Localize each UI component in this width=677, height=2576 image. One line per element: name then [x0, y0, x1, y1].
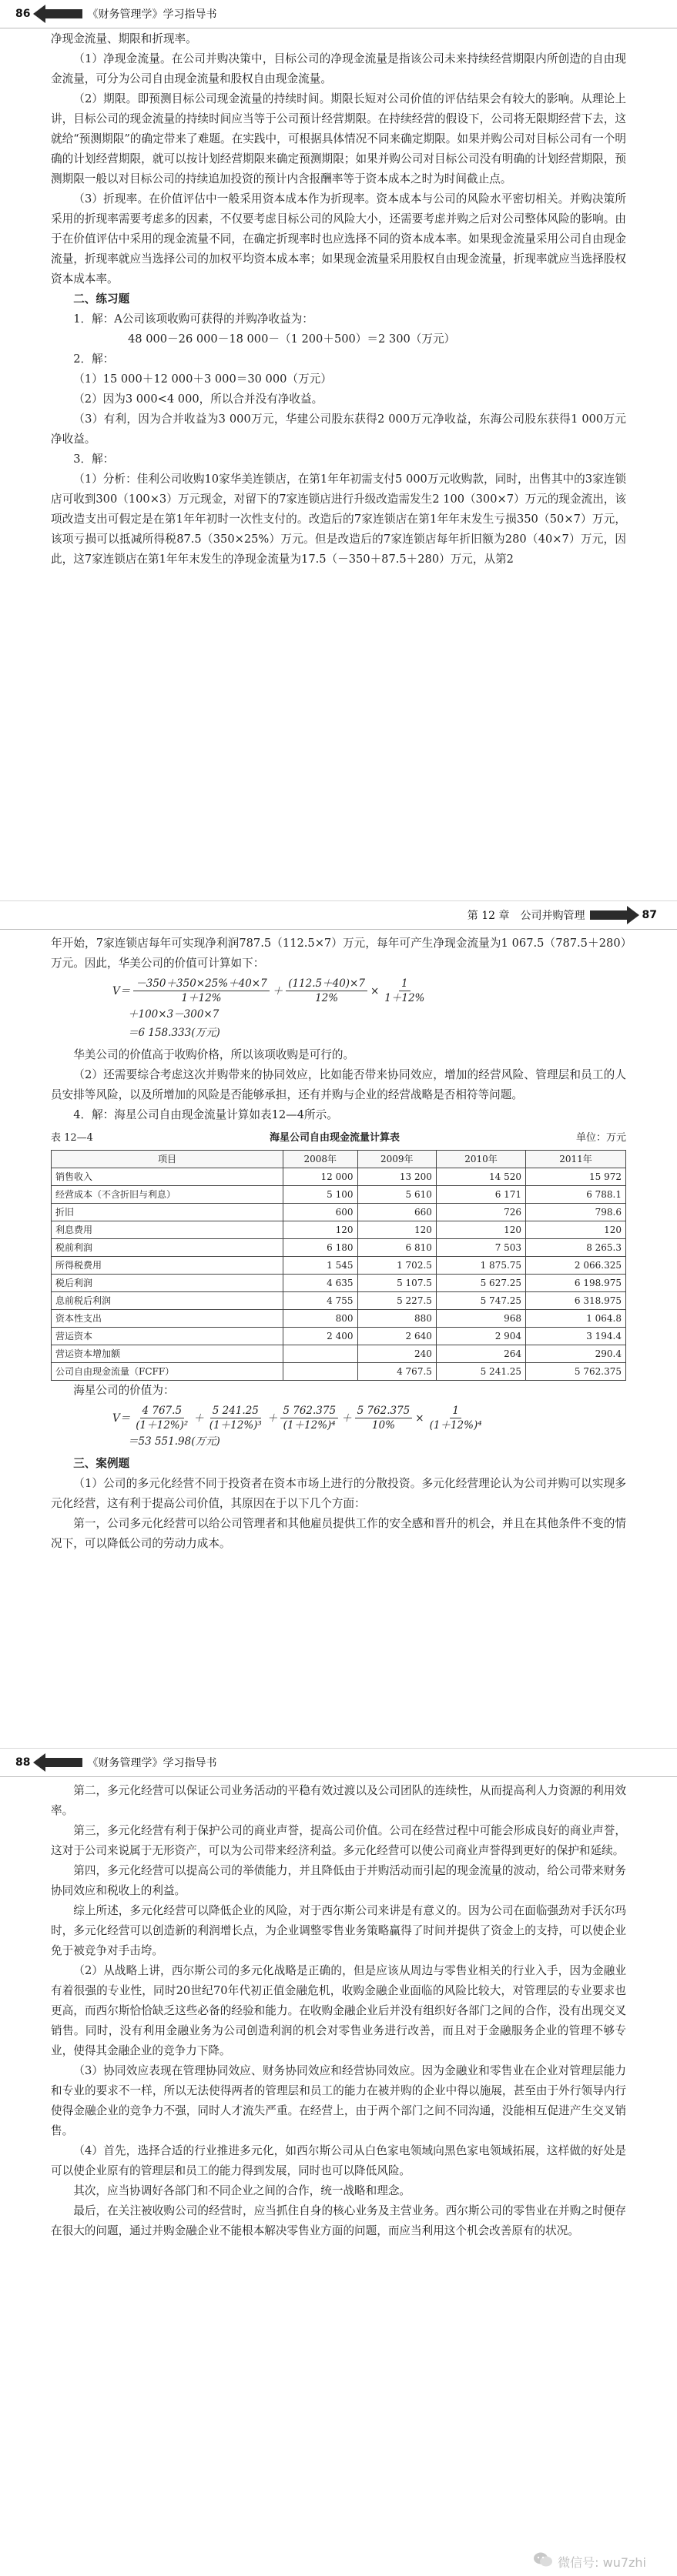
wechat-icon	[533, 2551, 553, 2571]
arrow-left-icon	[33, 5, 82, 23]
column-header: 2011年	[526, 1151, 626, 1168]
operator: ＋	[266, 1412, 278, 1425]
table-row	[52, 1257, 626, 1275]
table-cell: 1 702.5	[357, 1257, 436, 1275]
page-header-left	[15, 5, 216, 23]
formula-lhs: V＝	[112, 1412, 131, 1425]
paragraph: 第二，多元化经营可以保证公司业务活动的平稳有效过渡以及公司团队的连续性，从而提高利人力资源的利用效率。	[51, 1784, 626, 1817]
table-row	[52, 1186, 626, 1204]
row-label: 营运资本增加额	[52, 1345, 283, 1363]
row-label: 公司自由现金流量（FCFF）	[52, 1363, 283, 1381]
fraction	[280, 1404, 338, 1432]
table-cell: 5 627.25	[436, 1275, 525, 1292]
table-cell: 120	[436, 1221, 525, 1239]
table-row	[52, 1310, 626, 1328]
row-label: 所得税费用	[52, 1257, 283, 1275]
numerator: 1	[450, 1404, 461, 1418]
table-row	[52, 1239, 626, 1257]
table-cell: 600	[283, 1204, 358, 1221]
numerator: 5 241.25	[210, 1404, 261, 1418]
paragraph: （1）公司的多元化经营不同于投资者在资本市场上进行的分散投资。多元化经营理论认为公司并购可以实现多元化经营，这有利于提高公司价值，其原因在于以下几个方面：	[51, 1477, 626, 1510]
row-label: 资本性支出	[52, 1310, 283, 1328]
table-cell: 6 171	[436, 1186, 525, 1204]
paragraph: 华美公司的价值高于收购价格，所以该项收购是可行的。	[73, 1048, 355, 1061]
paragraph: （1）分析：佳利公司收购10家华美连锁店，在第1年年初需支付5 000万元收购款，同时，出售其中的3家连锁店可收到300（100×3）万元现金，对留下的7家连锁店进行升级改造需发生2 100（300×7）万元的现金流出，该项改造支出可假定是在第1年年初时一次性支付的。改造后的7家连锁店在第1年年末发生亏损350（50×7）万元，该项亏损可以抵减所得税87.5（350×25%）万元。但是改造后的7家连锁店每年折旧额为280（40×7）万元，因此，这7家连锁店在第1年年末发生的净现金流量为17.5（－350＋87.5＋280）万元，从第2	[51, 473, 626, 566]
table-cell: 8 265.3	[526, 1239, 626, 1257]
table-cell: 2 904	[436, 1328, 525, 1345]
formula-value-huamei	[112, 977, 626, 1042]
table-cell: 5 610	[357, 1186, 436, 1204]
row-label: 利息费用	[52, 1221, 283, 1239]
operator: ＋	[341, 1412, 352, 1425]
fraction	[382, 977, 427, 1005]
table-cell: 3 194.4	[526, 1328, 626, 1345]
fraction	[427, 1404, 484, 1432]
denominator: 10%	[371, 1419, 395, 1432]
formula-lhs: V＝	[112, 984, 131, 997]
table-cell: 120	[357, 1221, 436, 1239]
wechat-watermark	[533, 2551, 646, 2571]
denominator: (1＋12%)³	[209, 1419, 262, 1432]
header-rule	[0, 929, 677, 930]
table-number: 表 12—4	[51, 1132, 93, 1144]
row-label: 销售收入	[52, 1168, 283, 1186]
fraction	[133, 1404, 190, 1432]
table-cell: 880	[357, 1310, 436, 1328]
table-cell: 5 762.375	[526, 1363, 626, 1381]
paragraph: （3）折现率。在价值评估中一般采用资本成本作为折现率。资本成本与公司的风险水平密切相关。并购决策所采用的折现率需要考虑多的因素，不仅要考虑目标公司的风险大小，还需要考虑并购之后对公司整体风险的影响。由于在价值评估中采用的现金流量不同，在确定折现率时也应选择不同的资本成本率。如果现金流量采用公司自由现金流量，折现率就应当选择公司的加权平均资本成本率；如果现金流量采用股权自由现金流量，折现率就应当选择股权资本成本率。	[51, 192, 626, 286]
table-cell: 5 227.5	[357, 1292, 436, 1310]
paragraph: 其次，应当协调好各部门和不同企业之间的合作，统一战略和理念。	[73, 2184, 411, 2197]
numerator: 5 762.375	[355, 1404, 413, 1418]
page-88	[0, 1749, 677, 2576]
arrow-left-icon	[33, 1753, 82, 1772]
table-title: 海星公司自由现金流量计算表	[269, 1132, 400, 1144]
operator: ＋	[193, 1412, 204, 1425]
table-cell: 264	[436, 1345, 525, 1363]
page-header-left	[15, 1753, 216, 1772]
formula-result: ＝6 158.333(万元)	[128, 1027, 220, 1039]
operator: ＋	[272, 984, 283, 997]
formula-line: ＋100×3－300×7	[128, 1008, 220, 1021]
table-cell: 12 000	[283, 1168, 358, 1186]
operator: ×	[415, 1412, 424, 1425]
table-cell: 15 972	[526, 1168, 626, 1186]
numerator: －350＋350×25%＋40×7	[133, 977, 269, 991]
operator: ×	[370, 984, 380, 997]
paragraph: （2）因为3 000<4 000，所以合并没有净收益。	[73, 393, 323, 406]
table-cell	[283, 1345, 358, 1363]
paragraph: （2）期限。即预测目标公司现金流量的持续时间。期限长短对公司价值的评估结果会有较大的影响。从理论上讲，目标公司的现金流量的持续时间应当等于公司预计经营期限。在持续经营的假设下，公司将无限期经营下去，这就给“预测期限”的确定带来了难题。在实践中，可根据具体情况不同来确定期限。如果并购公司对目标公司有一个明确的计划经营期限，就可以按计划经营期限来确定预测期限；如果并购公司对目标公司没有明确的计划经营期限，预测期限一般以对目标公司的持续追加投资的预计内含报酬率等于资本成本之时为时间截止点。	[51, 92, 626, 185]
table-cell: 968	[436, 1310, 525, 1328]
paragraph: 第四，多元化经营可以提高公司的举债能力，并且降低由于并购活动而引起的现金流量的波动，给公司带来财务协同效应和税收上的利益。	[51, 1864, 626, 1897]
section-heading: 二、练习题	[73, 292, 130, 306]
table-cell: 726	[436, 1204, 525, 1221]
table-cell: 2 066.325	[526, 1257, 626, 1275]
header-rule	[0, 1776, 677, 1777]
page-header-right	[468, 906, 657, 924]
table-cell: 6 198.975	[526, 1275, 626, 1292]
table-cell: 4 755	[283, 1292, 358, 1310]
table-cell: 2 640	[357, 1328, 436, 1345]
column-header: 项目	[52, 1151, 283, 1168]
column-header: 2008年	[283, 1151, 358, 1168]
denominator: (1＋12%)²	[136, 1419, 189, 1432]
table-cell: 5 241.25	[436, 1363, 525, 1381]
fraction	[286, 977, 367, 1005]
table-cell: 1 064.8	[526, 1310, 626, 1328]
paragraph: 净现金流量、期限和折现率。	[51, 32, 197, 45]
table-cell: 290.4	[526, 1345, 626, 1363]
paragraph: （3）协同效应表现在管理协同效应、财务协同效应和经营协同效应。因为金融业和零售业在企业对管理层能力和专业的要求不一样，所以无法使得两者的管理层和员工的能力在被并购的企业中得以施展，甚至由于外行领导内行使得金融企业的竞争力不强，同时人才流失严重。在经营上，由于两个部门之间不同沟通，没能相互促进产生交叉销售。	[51, 2064, 626, 2137]
column-header: 2010年	[436, 1151, 525, 1168]
paragraph: 综上所述，多元化经营可以降低企业的风险，对于西尔斯公司来讲是有意义的。因为公司在面临强劲对手沃尔玛时，多元化经营可以创造新的利润增长点，为企业调整零售业务策略赢得了时间并提供了资金上的支持，可以使企业免于被竞争对手击垮。	[51, 1904, 626, 1957]
denominator: 1＋12%	[181, 992, 222, 1004]
paragraph: （2）还需要综合考虑这次并购带来的协同效应，比如能否带来协同效应，增加的经营风险、管理层和员工的人员安排等风险，以及所增加的风险是否能够承担，还有并购与企业的经营战略是否相符等问题。	[51, 1068, 626, 1101]
page-number: 87	[642, 909, 657, 921]
table-cell: 13 200	[357, 1168, 436, 1186]
arrow-right-icon	[590, 906, 639, 924]
denominator: 12%	[315, 992, 339, 1004]
numerator: 1	[399, 977, 411, 991]
equation: 48 000－26 000－18 000－（1 200＋500）＝2 300（万元）	[128, 332, 456, 346]
denominator: (1＋12%)⁴	[283, 1419, 336, 1432]
paragraph: （4）首先，选择合适的行业推进多元化，如西尔斯公司从白色家电领域向黑色家电领域拓展，这样做的好处是可以使企业原有的管理层和员工的能力得到发展，同时也可以降低风险。	[51, 2144, 626, 2177]
paragraph: 第三，多元化经营有利于保护公司的商业声誉，提高公司价值。公司在经营过程中可能会形成良好的商业声誉，这对于公司来说属于无形资产，可以为公司带来经济利益。多元化经营可以使公司商业声誉得到更好的保护和延续。	[51, 1824, 626, 1857]
denominator: (1＋12%)⁴	[429, 1419, 482, 1432]
table-row	[52, 1363, 626, 1381]
table-cell: 240	[357, 1345, 436, 1363]
paragraph: 海星公司的价值为：	[73, 1384, 175, 1397]
row-label: 经营成本（不含折旧与利息）	[52, 1186, 283, 1204]
table-cell: 800	[283, 1310, 358, 1328]
paragraph: 3．解：	[73, 453, 115, 466]
table-cell: 6 180	[283, 1239, 358, 1257]
page-body	[51, 29, 626, 570]
paragraph: 最后，在关注被收购公司的经营时，应当抓住自身的核心业务及主营业务。西尔斯公司的零售业在并购之时便存在很大的问题，通过并购金融企业不能根本解决零售业方面的问题，而应当利用这个机会改善原有的状况。	[51, 2204, 626, 2237]
table-row	[52, 1168, 626, 1186]
page-number: 88	[15, 1756, 31, 1769]
section-heading: 三、案例题	[73, 1457, 130, 1470]
table-cell: 6 788.1	[526, 1186, 626, 1204]
table-cell: 4 635	[283, 1275, 358, 1292]
table-cell: 14 520	[436, 1168, 525, 1186]
page-body	[51, 1781, 626, 2241]
table-row	[52, 1221, 626, 1239]
table-cell: 2 400	[283, 1328, 358, 1345]
table-cell: 5 100	[283, 1186, 358, 1204]
row-label: 营运资本	[52, 1328, 283, 1345]
table-unit: 单位：万元	[575, 1132, 626, 1144]
row-label: 折旧	[52, 1204, 283, 1221]
page-number: 86	[15, 8, 31, 20]
table-row	[52, 1292, 626, 1310]
watermark-text: 微信号: wu7zhi	[558, 2554, 646, 2570]
fcff-table	[51, 1150, 626, 1381]
numerator: (112.5＋40)×7	[286, 977, 367, 991]
table-cell: 1 545	[283, 1257, 358, 1275]
paragraph: 2．解：	[73, 352, 115, 366]
table-row	[52, 1204, 626, 1221]
running-header: 《财务管理学》学习指导书	[87, 8, 217, 21]
paragraph: （3）有利，因为合并收益为3 000万元，华建公司股东获得2 000万元净收益，东海公司股东获得1 000万元净收益。	[51, 413, 626, 446]
page-87	[0, 901, 677, 1748]
fraction	[207, 1404, 264, 1432]
table-cell: 7 503	[436, 1239, 525, 1257]
table-cell: 120	[526, 1221, 626, 1239]
row-label: 税前利润	[52, 1239, 283, 1257]
paragraph: （2）从战略上讲，西尔斯公司的多元化战略是正确的，但是应该从周边与零售业相关的行业入手，因为金融业有着很强的专业性，同时20世纪70年代初正值金融危机，收购金融企业面临的风险比较大，对管理层的专业要求也更高，而西尔斯恰恰缺乏这些必备的经验和能力。在收购金融企业后并没有组织好各部门之间的合作，没有出现交叉销售。同时，没有利用金融业务为公司创造利润的机会对零售业务进行改善，而且对于金融服务企业的管理不够专业，使得其金融企业的竞争力下降。	[51, 1964, 626, 2057]
paragraph: 年开始，7家连锁店每年可实现净利润787.5（112.5×7）万元，每年可产生净现金流量为1 067.5（787.5＋280）万元。因此，华美公司的价值可计算如下：	[51, 937, 626, 970]
running-header: 《财务管理学》学习指导书	[87, 1757, 217, 1769]
table-cell: 120	[283, 1221, 358, 1239]
column-header: 2009年	[357, 1151, 436, 1168]
formula-value-haixing	[112, 1404, 626, 1451]
paragraph: （1）15 000＋12 000＋3 000＝30 000（万元）	[73, 373, 332, 386]
table-cell: 660	[357, 1204, 436, 1221]
running-header: 第 12 章 公司并购管理	[467, 910, 585, 922]
row-label: 税后利润	[52, 1275, 283, 1292]
fraction	[355, 1404, 413, 1432]
row-label: 息前税后利润	[52, 1292, 283, 1310]
paragraph: 1．解：A公司该项收购可获得的并购净收益为：	[73, 312, 313, 326]
numerator: 5 762.375	[280, 1404, 338, 1418]
table-caption	[51, 1128, 626, 1148]
table-row	[52, 1275, 626, 1292]
table-cell: 5 107.5	[357, 1275, 436, 1292]
paragraph: 4．解：海星公司自由现金流量计算如表12—4所示。	[73, 1108, 338, 1121]
table-row	[52, 1328, 626, 1345]
paragraph: 第一，公司多元化经营可以给公司管理者和其他雇员提供工作的安全感和晋升的机会，并且在其他条件不变的情况下，可以降低公司的劳动力成本。	[51, 1517, 626, 1550]
table-row	[52, 1345, 626, 1363]
table-header-row	[52, 1151, 626, 1168]
table-cell: 1 875.75	[436, 1257, 525, 1275]
table-cell: 4 767.5	[357, 1363, 436, 1381]
table-cell: 798.6	[526, 1204, 626, 1221]
table-cell: 6 318.975	[526, 1292, 626, 1310]
page-body	[51, 934, 626, 1554]
page-86	[0, 0, 677, 900]
table-cell: 5 747.25	[436, 1292, 525, 1310]
fraction	[133, 977, 269, 1005]
paragraph: （1）净现金流量。在公司并购决策中，目标公司的净现金流量是指该公司未来持续经营期限内所创造的自由现金流量，可分为公司自由现金流量和股权自由现金流量。	[51, 52, 626, 85]
table-cell: 6 810	[357, 1239, 436, 1257]
numerator: 4 767.5	[140, 1404, 185, 1418]
formula-result: ＝53 551.98(万元)	[128, 1435, 220, 1448]
denominator: 1＋12%	[384, 992, 425, 1004]
table-cell	[283, 1363, 358, 1381]
